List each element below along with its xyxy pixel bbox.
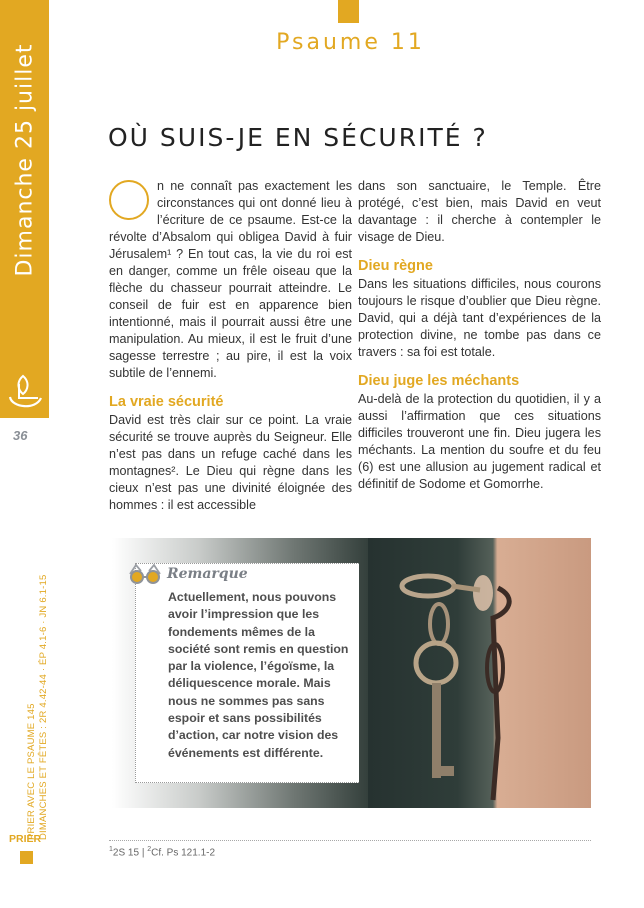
glasses-icon [127, 562, 163, 586]
key-in-lock-photo [368, 538, 591, 808]
psalm-heading: Psaume 11 [276, 30, 425, 55]
section-label: PRIER [9, 833, 42, 845]
sidebar-date-text: Dimanche 25 juillet [12, 43, 37, 277]
page-title: OÙ SUIS-JE EN SÉCURITÉ ? [108, 123, 488, 152]
remark-text: Actuellement, nous pouvons avoir l’impression que les fondements mêmes de la société sont remis en question par la violence, l’égoïsme, la déliquescence morale. Mais nous ne sommes pas sans espoir et sans possibilités d’action, car notre vision des événements est différente. [168, 590, 349, 760]
section-paragraph: David est très clair sur ce point. La vraie sécurité se trouve auprès du Seigneur. Elle n’est pas dans un refuge caché dans les montagnes². Le Dieu qui règne dans les cieux n’est pas une divinité éloignée des hommes : il est accessible [109, 413, 352, 512]
article-column-2 [358, 178, 601, 493]
section-heading: Dieu juge les méchants [358, 373, 520, 389]
footnote-divider [109, 840, 591, 841]
drop-cap-o [109, 180, 149, 220]
footnote-marker: 1 [109, 846, 113, 853]
remark-title: Remarque [167, 566, 248, 582]
section-heading: Dieu règne [358, 258, 433, 274]
section-paragraph: dans son sanctuaire, le Temple. Être protégé, c’est bien, mais David en veut davantage : il cherche à contempler le visage de Dieu. [358, 179, 601, 244]
sidebar-meta [0, 540, 49, 840]
top-tab-marker [338, 0, 359, 23]
article-column-1 [109, 178, 352, 514]
footnote-marker: 2 [147, 846, 152, 853]
footnote-text: 2S 15 | [112, 847, 148, 859]
oil-lamp-icon [6, 372, 44, 412]
section-paragraph: Au-delà de la protection du quotidien, il y a aussi l’affirmation que ces situations difficiles trouveront une fin. Dieu jugera les méchants. La mention du soufre et du feu (6) est une allusion au jugement radical et définitif de Sodome et Gomorrhe. [358, 392, 601, 491]
meta-line-psalm: PRIER AVEC LE PSAUME 145 [26, 703, 37, 840]
intro-paragraph: n ne connaît pas exactement les circonstances qui ont donné lieu à l’écriture de ce psaume. Est-ce la révolte d’Absalom qui obligea David à fuir Jérusalem¹ ? En tout cas, la vie du roi est en danger, comme un frêle oiseau que la flèche du chasseur pourrait atteindre. Le conseil de fuir est en apparence bien intentionné, mais il pourrait aussi être une manipulation. Au mieux, il est le fruit d’une sagesse terrestre ; au pire, il est la voix subtile de l’ennemi. [109, 179, 352, 380]
section-heading: La vraie sécurité [109, 394, 224, 410]
page-number: 36 [13, 428, 28, 443]
footnotes [109, 846, 215, 858]
section-marker [20, 851, 33, 864]
footnote-text: Cf. Ps 121.1-2 [151, 847, 216, 859]
meta-line-readings: DIMANCHES ET FÊTES : 2R 4.42-44 · ÉP 4.1-6 · JN 6.1-15 [38, 574, 49, 840]
section-paragraph: Dans les situations difficiles, nous courons toujours le risque d’oublier que Dieu règne. David, qui a déjà tant d’expériences de la protection divine, ne tombe pas dans ce travers : sa foi est totale. [358, 277, 601, 359]
